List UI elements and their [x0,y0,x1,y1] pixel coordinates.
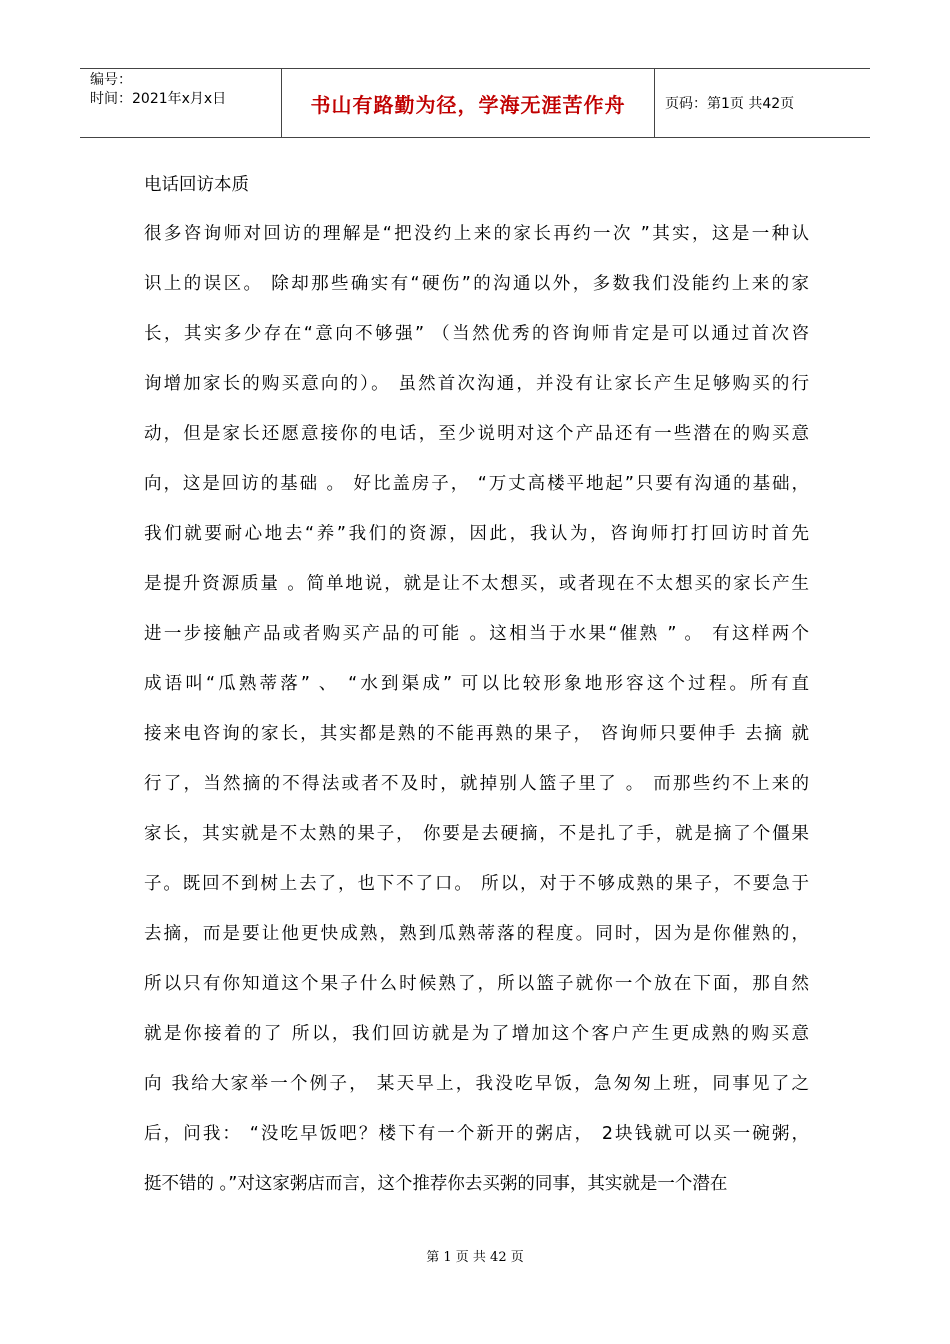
body-line: 后，问我： “没吃早饭吧？楼下有一个新开的粥店， 2块钱就可以买一碗粥， [144,1124,809,1144]
body-line: 长，其实多少存在“意向不够强” （当然优秀的咨询师肯定是可以通过首次咨 [144,324,809,344]
body-line: 动，但是家长还愿意接你的电话，至少说明对这个产品还有一些潜在的购买意 [144,424,809,444]
body-line: 成语叫“瓜熟蒂落” 、 “水到渠成” 可以比较形象地形容这个过程。所有直 [144,674,809,694]
body-line: 是提升资源质量 。简单地说，就是让不太想买，或者现在不太想买的家长产生 [144,574,809,594]
page-header [80,68,870,138]
page-footer [0,1246,950,1265]
body-line: 家长，其实就是不太熟的果子， 你要是去硬摘，不是扎了手，就是摘了个僵果 [144,824,809,844]
body-line: 很多咨询师对回访的理解是“把没约上来的家长再约一次 ”其实，这是一种认 [144,224,809,244]
body-line: 询增加家长的购买意向的）。 虽然首次沟通，并没有让家长产生足够购买的行 [144,374,809,394]
body-line: 挺不错的 。”对这家粥店而言，这个推荐你去买粥的同事，其实就是一个潜在 [144,1174,728,1194]
header-meta-cell [80,69,282,137]
body-line: 向 我给大家举一个例子， 某天早上，我没吃早饭，急匆匆上班，同事见了之 [144,1074,809,1094]
document-date-label: 时间：2021年x月x日 [90,91,227,107]
header-motto: 书山有路勤为径，学海无涯苦作舟 [310,92,626,117]
body-line: 行了，当然摘的不得法或者不及时，就掉别人篮子里了 。 而那些约不上来的 [144,774,809,794]
body-line: 子。既回不到树上去了，也下不了口。 所以，对于不够成熟的果子，不要急于 [144,874,809,894]
body-line: 进一步接触产品或者购买产品的可能 。这相当于水果“催熟 ” 。 有这样两个 [144,624,809,644]
body-line: 所以只有你知道这个果子什么时候熟了，所以篮子就你一个放在下面，那自然 [144,974,809,994]
header-page-cell [655,69,870,137]
header-page-info: 页码：第1页 共42页 [665,96,795,112]
document-body [144,166,809,1216]
body-text [144,216,809,1216]
body-line: 去摘，而是要让他更快成熟，熟到瓜熟蒂落的程度。同时，因为是你催熟的， [144,924,809,944]
body-line: 就是你接着的了 所以，我们回访就是为了增加这个客户产生更成熟的购买意 [144,1024,809,1044]
body-line: 识上的误区。 除却那些确实有“硬伤”的沟通以外，多数我们没能约上来的家 [144,274,809,294]
body-line: 接来电咨询的家长，其实都是熟的不能再熟的果子， 咨询师只要伸手 去摘 就 [144,724,809,744]
document-title: 电话回访本质 [144,175,249,195]
document-number-label: 编号： [90,72,132,88]
body-line: 我们就要耐心地去“养”我们的资源，因此，我认为，咨询师打打回访时首先 [144,524,809,544]
footer-page-number: 第 1 页 共 42 页 [426,1250,524,1265]
header-motto-cell [282,69,655,137]
body-line: 向，这是回访的基础 。 好比盖房子， “万丈高楼平地起”只要有沟通的基础， [144,474,809,494]
